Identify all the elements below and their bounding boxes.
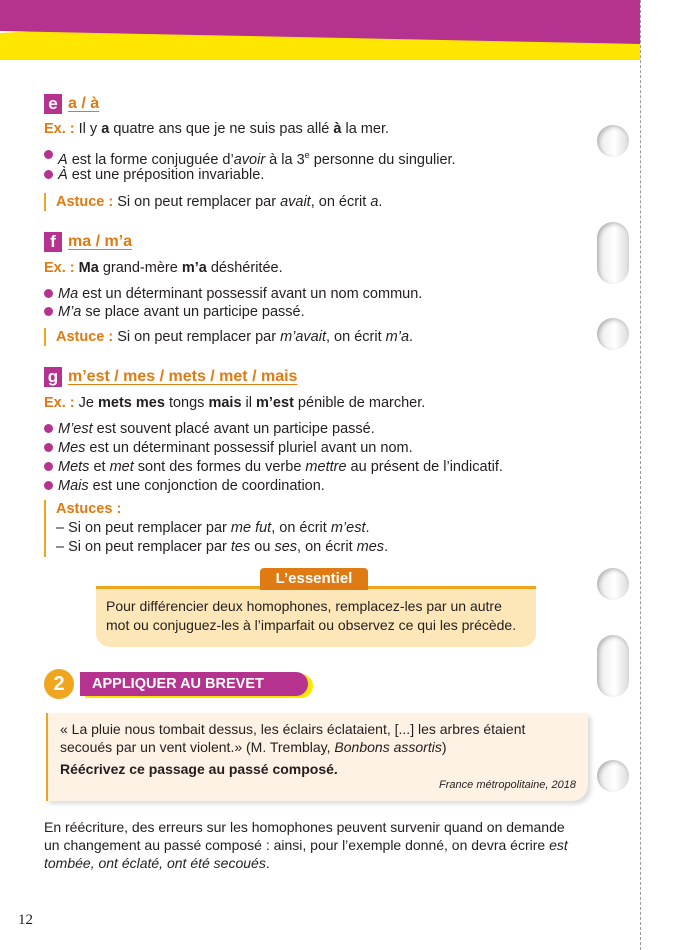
binder-hole-6 xyxy=(597,760,629,792)
exercise-number-badge: 2 xyxy=(44,669,74,699)
section-letter-badge: e xyxy=(44,94,62,114)
binder-hole-2 xyxy=(597,222,629,284)
footer-line-2: un changement au passé composé : ainsi, pour l’exemple donné, on devra écrire est xyxy=(44,837,568,853)
astuce-line-2: – Si on peut remplacer par tes ou ses, on écrit mes. xyxy=(56,539,389,555)
brevet-instruction: Réécrivez ce passage au passé composé. xyxy=(60,761,338,777)
brevet-quote-line-1: « La pluie nous tombait dessus, les éclairs éclataient, [...] les arbres étaient xyxy=(60,721,526,737)
section-g-astuces: Astuces : – Si on peut remplacer par me fut, on écrit m’est. – Si on peut remplacer par tes ou ses, on écrit mes. xyxy=(44,500,388,557)
apply-section-title: APPLIQUER AU BREVET xyxy=(80,672,308,696)
section-letter-badge: f xyxy=(44,232,62,252)
section-f-example: Ex. : Ma grand-mère m’a déshéritée. xyxy=(44,260,283,276)
footer-line-1: En réécriture, des erreurs sur les homophones peuvent survenir quand on demande xyxy=(44,819,565,835)
binder-hole-1 xyxy=(597,125,629,157)
example-label: Ex. : xyxy=(44,260,75,276)
section-f-astuce: Astuce : Si on peut remplacer par m’avait, on écrit m’a. xyxy=(44,328,413,346)
binder-hole-5 xyxy=(597,635,629,697)
essentiel-tab: L’essentiel xyxy=(260,568,368,590)
astuce-line-1: – Si on peut remplacer par me fut, on écrit m’est. xyxy=(56,520,370,536)
section-e-bullet-1: A est la forme conjuguée d’avoir à la 3e personne du singulier. xyxy=(44,146,456,169)
section-f-bullet-1: Ma est un déterminant possessif avant un nom commun. xyxy=(44,285,422,303)
section-title: m’est / mes / mets / met / mais xyxy=(68,368,298,385)
brevet-quote-line-2: secoués par un vent violent.» (M. Tremblay, Bonbons assortis) xyxy=(60,739,447,755)
binder-hole-3 xyxy=(597,318,629,350)
example-label: Ex. : xyxy=(44,395,75,411)
binder-margin-line xyxy=(640,0,641,950)
section-f-bullet-2: M’a se place avant un participe passé. xyxy=(44,303,305,321)
section-e-heading xyxy=(44,93,99,115)
section-g-example: Ex. : Je mets mes tongs mais il m’est pénible de marcher. xyxy=(44,395,426,411)
brevet-exercise-box xyxy=(46,713,588,801)
section-g-bullet-4: Mais est une conjonction de coordination. xyxy=(44,477,325,495)
section-g-bullet-1: M’est est souvent placé avant un participe passé. xyxy=(44,420,375,438)
section-letter-badge: g xyxy=(44,367,62,387)
section-g-bullet-3: Mets et met sont des formes du verbe mettre au présent de l’indicatif. xyxy=(44,458,503,476)
brevet-source: France métropolitaine, 2018 xyxy=(439,779,576,791)
binder-hole-4 xyxy=(597,568,629,600)
section-g-heading xyxy=(44,366,297,388)
essentiel-box xyxy=(96,586,536,647)
essentiel-text: Pour différencier deux homophones, remplacez-les par un autre mot ou conjuguez-les à l’imparfait ou observez ce qui les précède. xyxy=(106,598,517,633)
section-f-heading xyxy=(44,231,132,253)
section-e-example: Ex. : Il y a quatre ans que je ne suis pas allé à la mer. xyxy=(44,121,390,137)
page-number: 12 xyxy=(18,912,33,928)
section-title: ma / m’a xyxy=(68,233,133,250)
section-e-bullet-2: À est une préposition invariable. xyxy=(44,166,264,184)
footer-line-3: tombée, ont éclaté, ont été secoués. xyxy=(44,855,270,871)
section-title: a / à xyxy=(68,95,100,112)
example-label: Ex. : xyxy=(44,121,75,137)
section-g-bullet-2: Mes est un déterminant possessif pluriel avant un nom. xyxy=(44,439,413,457)
section-e-astuce: Astuce : Si on peut remplacer par avait, on écrit a. xyxy=(44,193,382,211)
